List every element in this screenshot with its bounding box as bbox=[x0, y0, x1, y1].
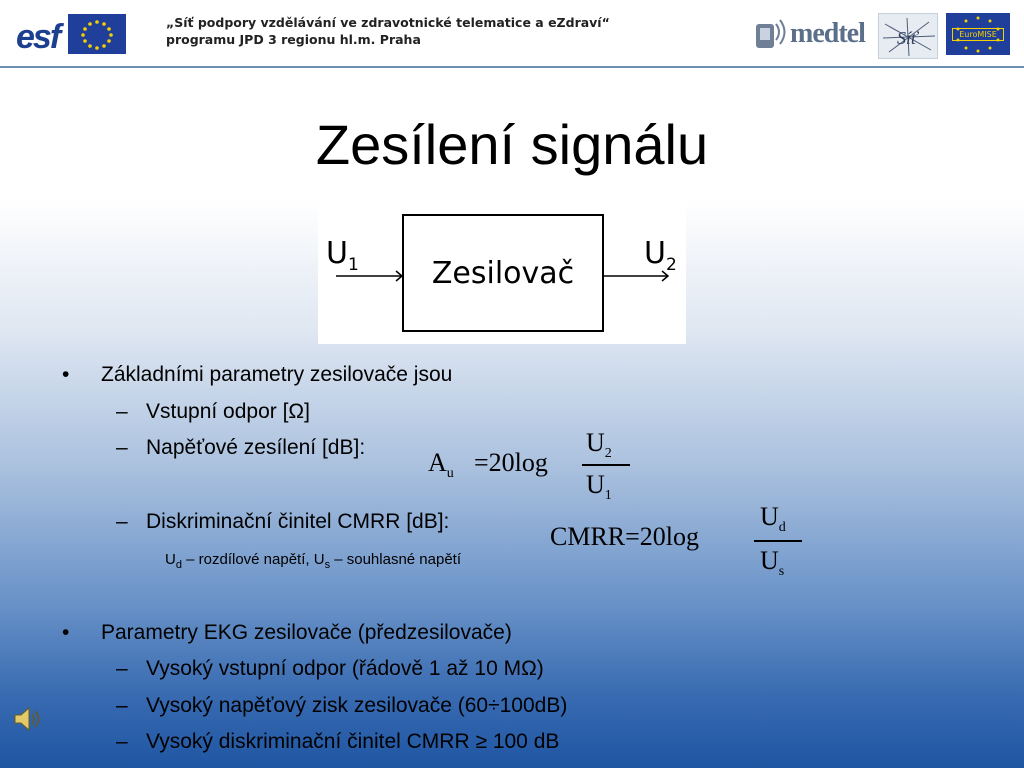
amplifier-block bbox=[402, 214, 604, 332]
gain-formula-log: =20log bbox=[474, 448, 548, 477]
slide-title: Zesílení signálu bbox=[315, 113, 709, 176]
sub-bullet-text: Vstupní odpor [Ω] bbox=[146, 400, 310, 423]
gain-formula-lhs: $A_u$ bbox=[428, 448, 454, 482]
dash-marker: – bbox=[116, 657, 128, 680]
output-voltage-label: $U_2$ bbox=[644, 236, 677, 275]
header-text bbox=[166, 14, 610, 48]
cmrr-formula-fraction-line bbox=[754, 540, 802, 542]
euromise-logo bbox=[946, 13, 1010, 55]
eu-stars-icon bbox=[68, 14, 126, 54]
euromise-logo-text: EuroMISE bbox=[952, 28, 1004, 41]
gain-formula-numerator: $U_2$ bbox=[586, 428, 612, 462]
bullet-text: Základními parametry zesilovače jsou bbox=[101, 363, 453, 386]
sit-logo-text: Síť bbox=[897, 28, 918, 48]
header-line-2: programu JPD 3 regionu hl.m. Praha bbox=[166, 32, 421, 47]
header-line-1: „Síť podpory vzdělávání ve zdravotnické telematice a eZdraví“ bbox=[166, 15, 610, 30]
sub-bullet-text: Vysoký vstupní odpor (řádově 1 až 10 MΩ) bbox=[146, 657, 544, 680]
cmrr-formula-numerator: $U_d$ bbox=[760, 502, 786, 536]
esf-logo-text: esf bbox=[16, 18, 60, 56]
speaker-icon-graphic bbox=[12, 703, 42, 735]
medtel-icon bbox=[752, 14, 786, 54]
gain-formula-fraction-line bbox=[582, 464, 630, 466]
sub-bullet-text: Diskriminační činitel CMRR [dB]: bbox=[146, 510, 450, 533]
input-voltage-label: $U_1$ bbox=[326, 236, 359, 275]
header-bar bbox=[0, 0, 1024, 68]
cmrr-formula-lhs: CMRR=20log bbox=[550, 522, 700, 551]
dash-marker: – bbox=[116, 400, 128, 423]
dash-marker: – bbox=[116, 730, 128, 753]
dash-marker: – bbox=[116, 510, 128, 533]
dash-marker: – bbox=[116, 694, 128, 717]
dash-marker: – bbox=[116, 436, 128, 459]
amplifier-diagram bbox=[318, 200, 686, 344]
sit-logo bbox=[878, 13, 938, 59]
voltage-note: $U_d$ – rozdílové napětí, $U_s$ – souhlasné napětí bbox=[165, 551, 461, 571]
bullet-marker: • bbox=[62, 363, 70, 386]
cmrr-formula bbox=[550, 502, 810, 582]
speaker-icon[interactable] bbox=[12, 703, 42, 735]
sit-network-icon bbox=[879, 14, 937, 58]
sub-bullet-text: Napěťové zesílení [dB]: bbox=[146, 436, 366, 459]
bullet-text: Parametry EKG zesilovače (předzesilovače) bbox=[101, 621, 512, 644]
gain-formula-denominator: $U_1$ bbox=[586, 470, 612, 504]
cmrr-formula-denominator: $U_s$ bbox=[760, 546, 785, 580]
bullet-marker: • bbox=[62, 621, 70, 644]
medtel-logo-text: medtel bbox=[790, 18, 865, 49]
esf-logo bbox=[12, 12, 128, 56]
eu-flag-icon bbox=[68, 14, 126, 54]
gain-formula bbox=[428, 428, 638, 508]
amplifier-label: Zesilovač bbox=[431, 256, 575, 291]
sub-bullet-text: Vysoký diskriminační činitel CMRR ≥ 100 dB bbox=[146, 730, 560, 753]
sub-bullet-text: Vysoký napěťový zisk zesilovače (60÷100dB) bbox=[146, 694, 568, 717]
